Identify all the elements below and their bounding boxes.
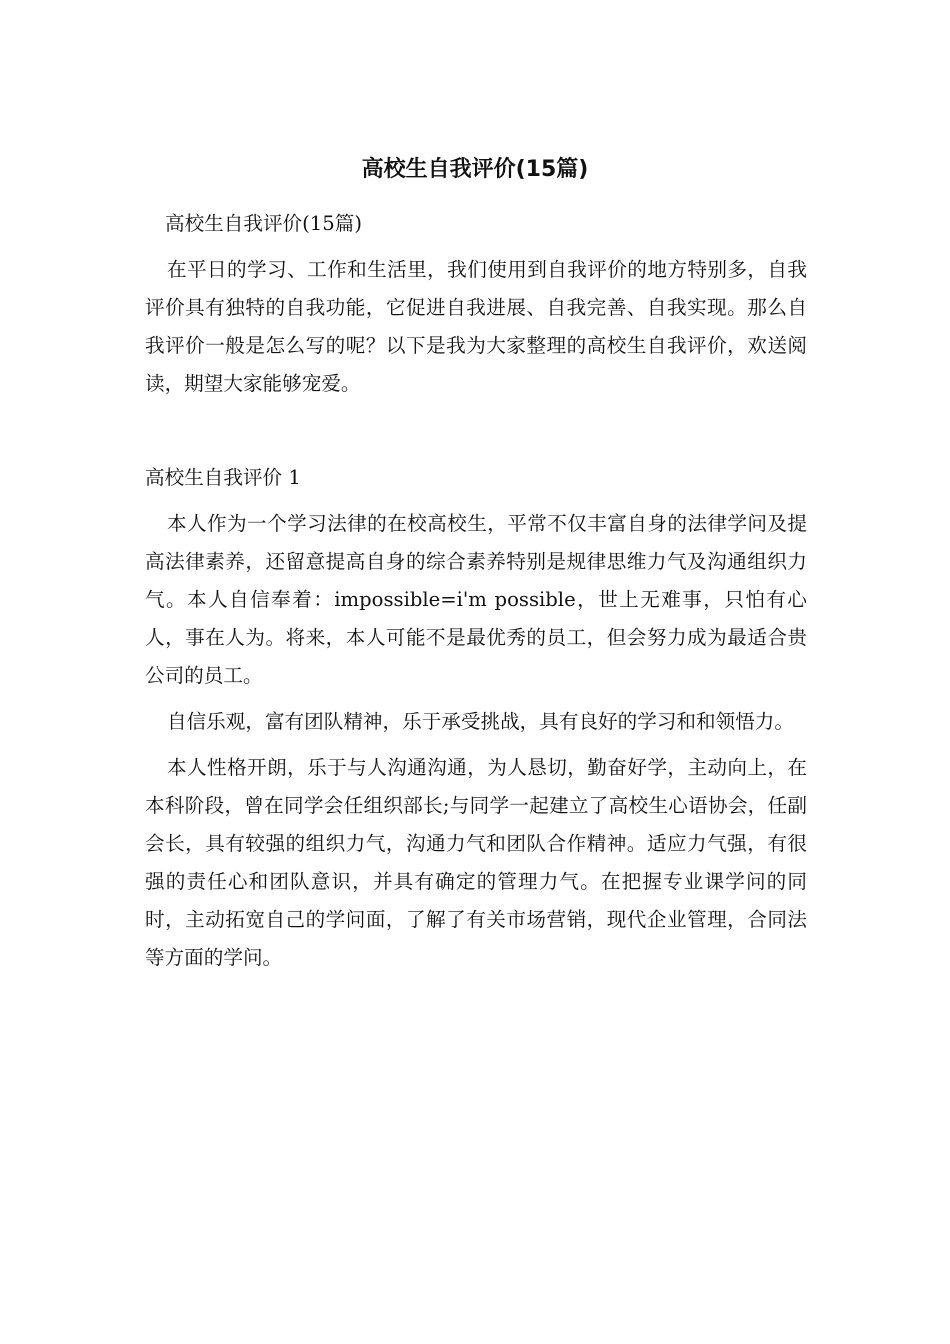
- body-paragraph: 本人作为一个学习法律的在校高校生，平常不仅丰富自身的法律学问及提高法律素养，还留意提高自身的综合素养特别是规律思维力气及沟通组织力气。本人自信奉着：impossible=i'm possible，世上无难事，只怕有心人，事在人为。将来，本人可能不是最优秀的员工，但会努力成为最适合贵公司的员工。: [145, 512, 807, 687]
- section-heading: 高校生自我评价 1: [145, 466, 301, 489]
- document-subtitle: 高校生自我评价(15篇): [165, 212, 362, 235]
- body-paragraph: 自信乐观，富有团队精神，乐于承受挑战，具有良好的学习和和领悟力。: [167, 710, 794, 733]
- document-body: [145, 205, 807, 977]
- intro-paragraph: 在平日的学习、工作和生活里，我们使用到自我评价的地方特别多，自我评价具有独特的自我功能，它促进自我进展、自我完善、自我实现。那么自我评价一般是怎么写的呢？以下是我为大家整理的高校生自我评价，欢送阅读，期望大家能够宠爱。: [145, 258, 807, 395]
- section-spacer: [145, 411, 807, 459]
- document-title: 高校生自我评价(15篇): [361, 157, 589, 182]
- body-paragraph: 本人性格开朗，乐于与人沟通沟通，为人恳切，勤奋好学，主动向上，在本科阶段，曾在同学会任组织部长;与同学一起建立了高校生心语协会，任副会长，具有较强的组织力气，沟通力气和团队合作精神。适应力气强，有很强的责任心和团队意识，并具有确定的管理力气。在把握专业课学问的同时，主动拓宽自己的学问面，了解了有关市场营销，现代企业管理，合同法等方面的学问。: [145, 756, 807, 969]
